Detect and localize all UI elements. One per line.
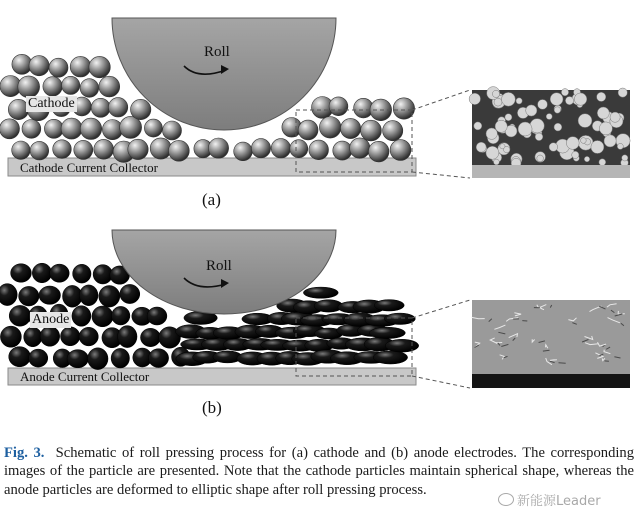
cathode-particle [319,117,341,139]
anode-particle [63,285,83,307]
anode-micrograph [472,300,630,388]
cathode-collector-label: Cathode Current Collector [20,160,158,175]
figure-tag: Fig. 3. [4,445,45,461]
anode-particle [40,326,60,346]
cathode-particle [74,140,93,159]
anode-particle [9,305,31,326]
anode-particle [111,348,129,368]
anode-collector-label: Anode Current Collector [20,369,150,384]
cathode-particle [108,98,127,117]
caption-text: Schematic of roll pressing process for (a) cathode and (b) anode electrodes. The corresponding images of the particle are presented. Note that the cathode particles maintain spherical shape, whereas the anode particles are deformed to elliptic shape after roll pressing process. [4,445,635,498]
anode-particle [384,313,415,324]
cathode-particle [99,76,120,97]
anode-particle [148,349,168,368]
roll-label-b: Roll [206,258,232,274]
cathode-particle [44,119,63,138]
cathode-particle [271,139,290,158]
cathode-particle [144,119,162,137]
cathode-particle [12,141,30,159]
cathode-particle [18,76,40,98]
panel-label-a: (a) [202,190,221,209]
cathode-particle [89,56,110,77]
anode-particle [79,327,98,346]
anode-particle [39,286,61,304]
cathode-particle [350,138,370,158]
cathode-particle [80,79,99,98]
anode-particle [92,306,113,327]
cathode-particle [128,139,148,159]
anode-particle [147,307,167,325]
anode-particle [120,284,140,303]
roll-label-a: Roll [204,44,230,60]
cathode-particle [329,97,348,116]
cathode-particle [0,119,20,139]
cathode-particle [290,140,308,158]
cathode-particle [80,118,101,139]
cathode-particle [163,121,182,140]
panel-a [0,18,630,178]
anode-particle [67,350,88,368]
anode-particle [60,327,79,346]
panel-label-b: (b) [202,398,222,417]
cathode-particle [150,138,171,159]
anode-particle [79,285,98,306]
anode-particle [29,349,48,367]
cathode-particle [169,140,190,161]
cathode-particle [361,120,382,141]
cathode-particle [208,138,228,158]
anode-particle [374,300,404,311]
cathode-particle [43,77,62,96]
anode-particle [118,326,137,348]
anode-particle [0,326,21,347]
anode-particle [11,264,32,283]
anode-particle [24,327,42,347]
anode-particle [9,347,31,367]
anode-particle [373,351,407,364]
cathode-particle [309,140,329,160]
cathode-particle [49,58,68,77]
cathode-particle [333,141,352,160]
anode-particle [0,284,17,306]
watermark [498,490,601,509]
cathode-particle [61,118,82,139]
anode-particle [369,327,405,338]
cathode-particle [53,140,72,159]
cathode-particle [62,76,80,94]
cathode-particle [390,140,411,161]
anode-particle [73,264,91,283]
cathode-particle [298,120,318,140]
cathode-particle [234,142,253,161]
cathode-particle [131,99,151,119]
wechat-icon [498,493,514,506]
anode-particle [99,286,120,308]
anode-particle [50,264,70,282]
anode-particle [72,306,91,327]
cathode-particle [383,121,403,141]
anode-label: Anode [32,312,70,327]
cathode-particle [251,139,270,158]
anode-particle [32,263,51,283]
cathode-particle [22,119,41,138]
anode-particle [303,287,338,298]
cathode-particle [341,118,361,138]
anode-particle [88,348,108,370]
anode-particle [19,286,39,306]
cathode-micrograph [469,87,630,178]
cathode-particle [30,141,49,160]
anode-particle [141,328,161,346]
cathode-particle [91,98,110,117]
cathode-particle [368,141,389,162]
cathode-label: Cathode [28,96,75,111]
cathode-particle [393,98,414,119]
watermark-text: 新能源Leader [517,494,601,509]
cathode-particle [70,56,91,77]
cathode-particle [29,56,49,76]
anode-particle [112,306,130,325]
cathode-particle [94,139,114,159]
anode-particle [385,339,418,352]
panel-b [0,230,630,388]
